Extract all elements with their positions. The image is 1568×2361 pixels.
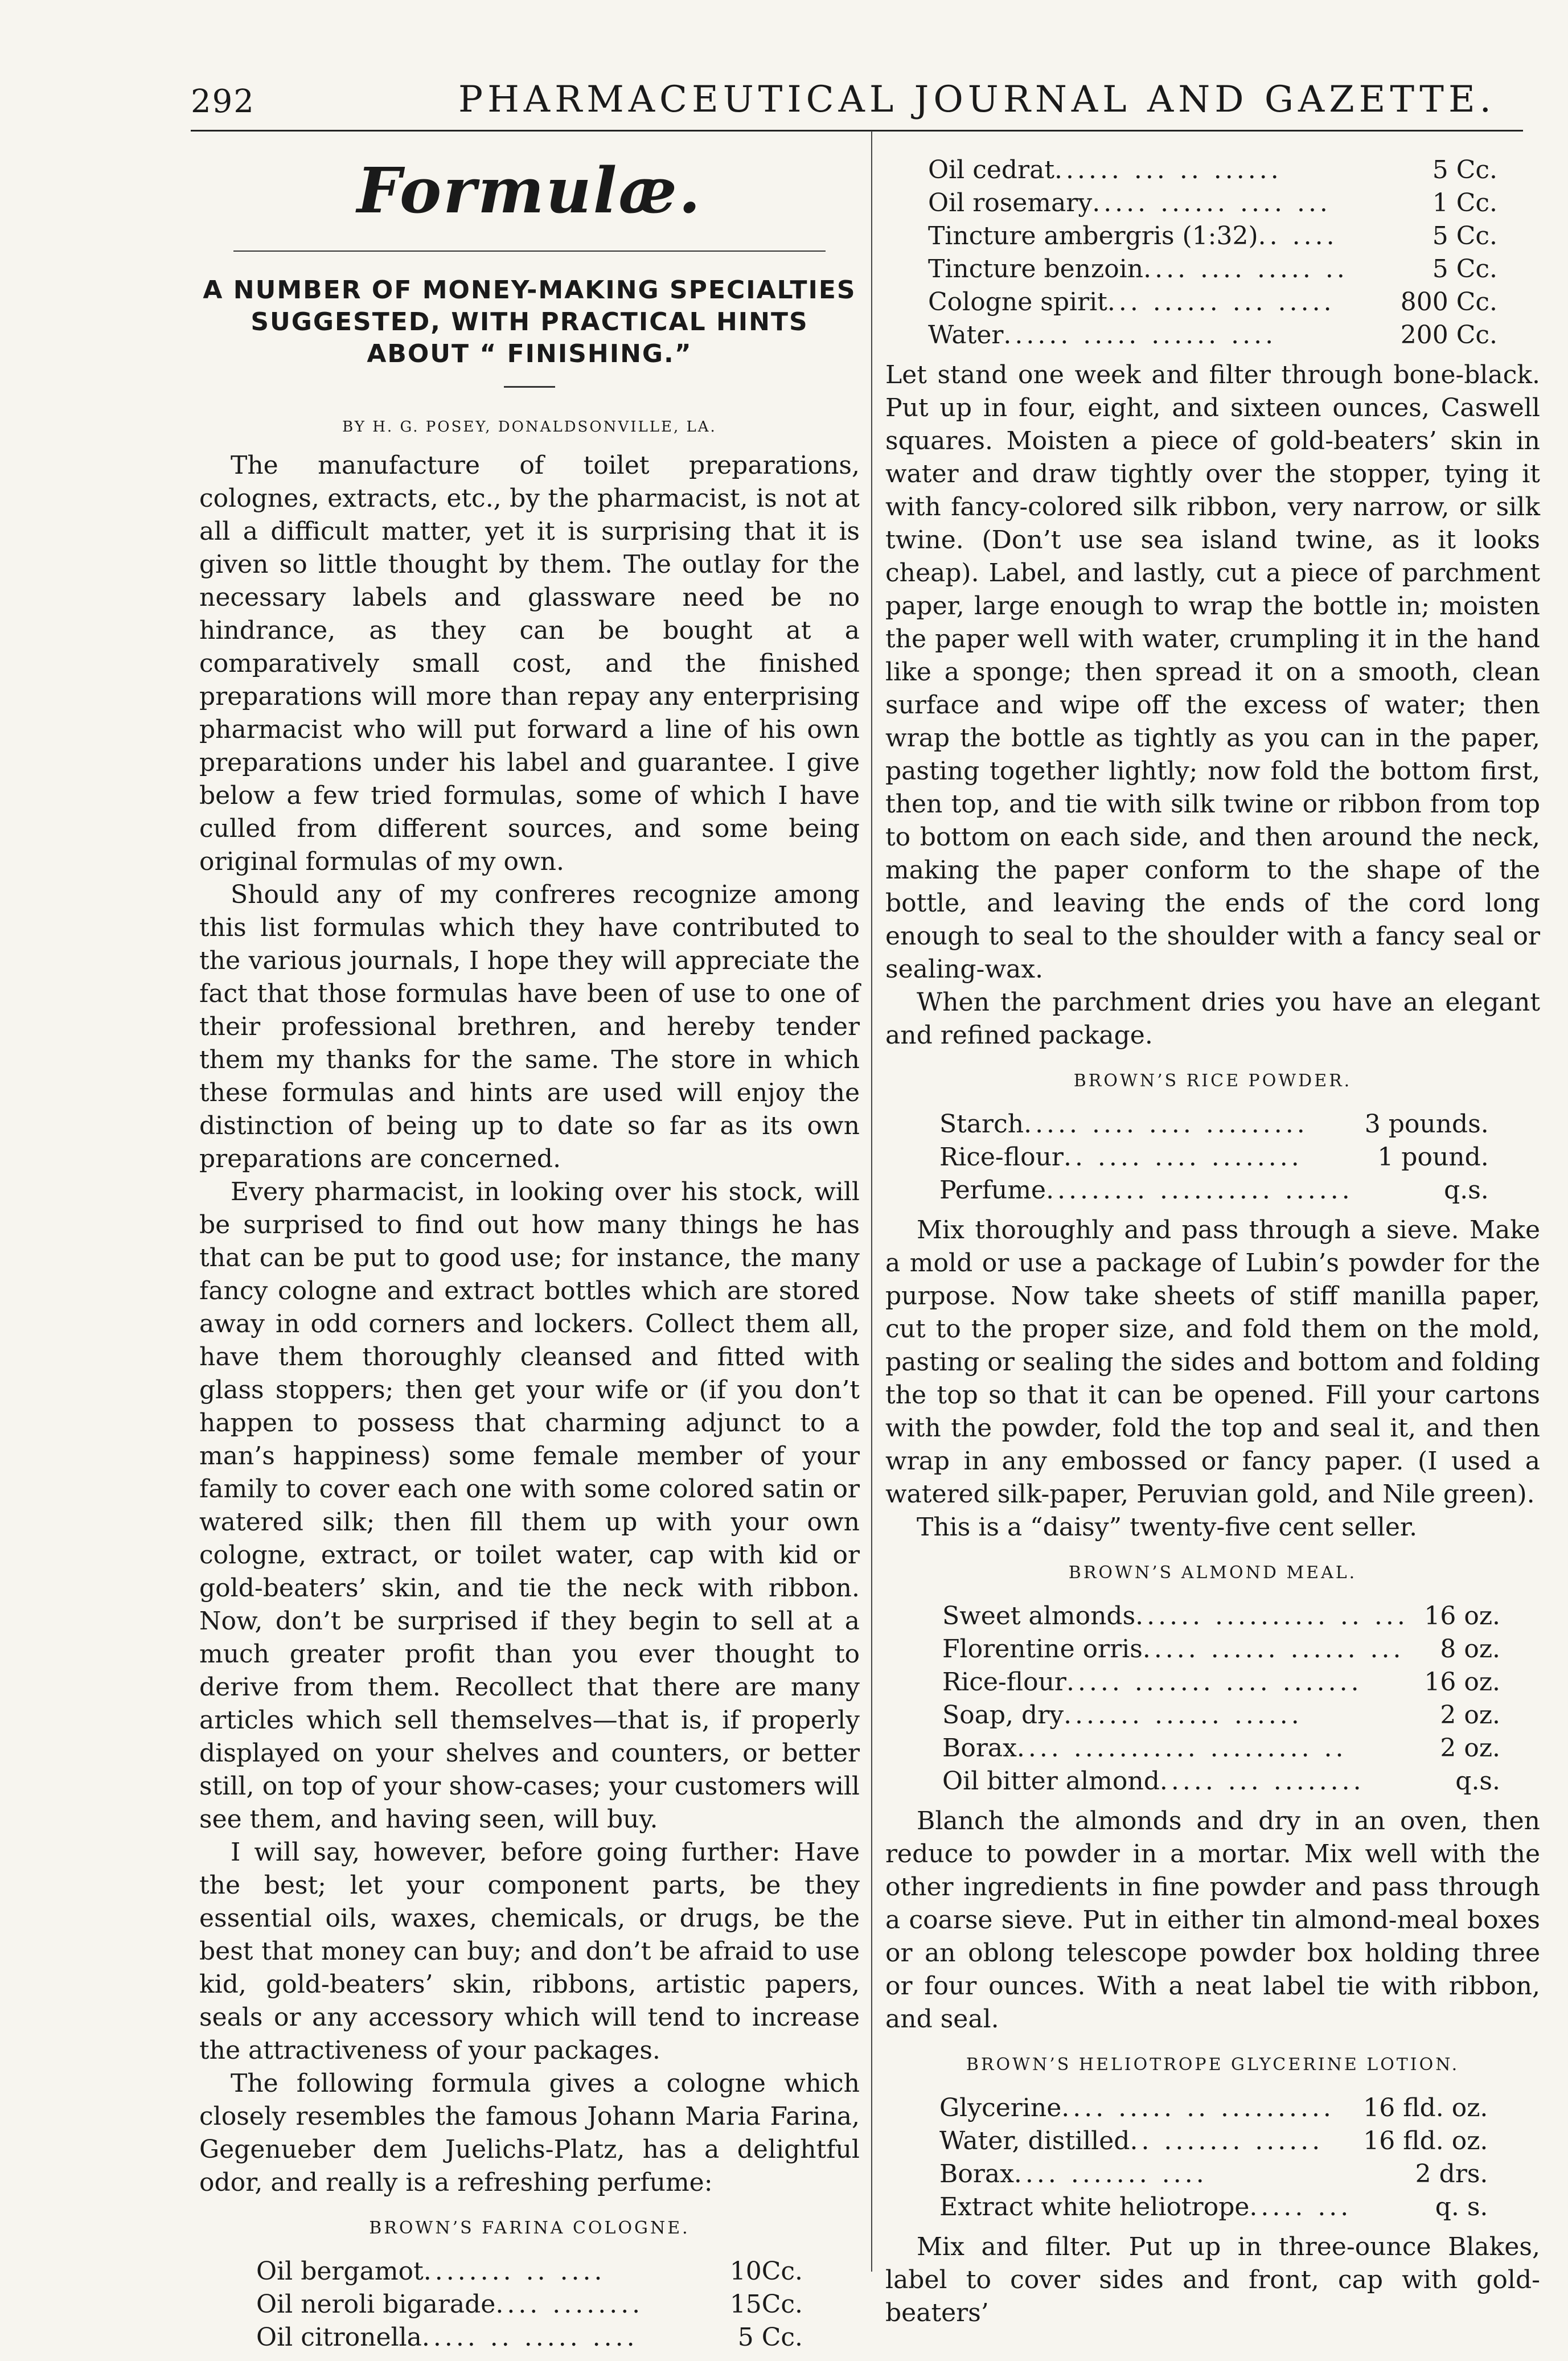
- ingredient-qty: 800 Cc.: [1400, 288, 1497, 317]
- ingredient-name: Rice-flour: [939, 1143, 1064, 1172]
- ingredient-qty: q.s.: [1444, 1176, 1489, 1205]
- paragraph: The manufacture of toilet preparations, colognes, extracts, etc., by the pharmacist, is not at all a difficult matter, yet it is surprising that it is given so little thought by them. The outlay for the necessary labels and glassware need be no hindrance, as they can be bought at a comparatively small cost, and the finished preparations will more than repay any enterprising pharmacist who will put forward a line of his own preparations under his label and guarantee. I give below a few tried formulas, some of which I have culled from different sources, and some being original formulas of my own.: [199, 451, 860, 876]
- recipe-row: Water, distilled.. ....... ...... 16 fld. oz.: [939, 2125, 1488, 2158]
- recipe-table-farina-left: [256, 2255, 803, 2354]
- recipe-row: Oil neroli bigarade.... ........ 15Cc.: [256, 2288, 803, 2321]
- recipe-row: Oil cedrat...... ... .. ...... 5 Cc.: [928, 154, 1497, 187]
- ingredient-name: Water, distilled: [939, 2126, 1130, 2155]
- ingredient-qty: 8 oz.: [1440, 1635, 1500, 1664]
- ingredient-qty: 200 Cc.: [1400, 321, 1497, 350]
- recipe-row: Soap, dry....... ...... ...... 2 oz.: [942, 1699, 1500, 1732]
- paragraph: Mix thoroughly and pass through a sieve. Make a mold or use a package of Lubin’s powder for the purpose. Now take sheets of stiff manilla paper, cut to the proper size, and fold them on the mold, pasting or sealing the sides and bottom and folding the top so that it can be opened. Fill your cartons with the powder, fold the top and seal it, and then wrap in any embossed or fancy paper. (I used a watered silk-paper, Peruvian gold, and Nile green).: [885, 1216, 1540, 1509]
- paragraph: This is a “daisy” twenty-five cent seller.: [917, 1513, 1418, 1542]
- right-column: [885, 154, 1540, 2330]
- recipe-table-heliotrope: [939, 2092, 1488, 2224]
- paragraph: Every pharmacist, in looking over his stock, will be surprised to find out how many things he has that can be put to good use; for instance, the many fancy cologne and extract bottles which are stored away in odd corners and lockers. Collect them all, have them thoroughly cleansed and fitted with glass stoppers; then get your wife or (if you don’t happen to possess that charming adjunct to a man’s happiness) some female member of your family to cover each one with some colored satin or watered silk; then fill them up with your own cologne, extract, or toilet water, cap with kid or gold-beaters’ skin, and tie the neck with ribbon. Now, don’t be surprised if they begin to sell at a much greater profit than you ever thought to derive from them. Recollect that there are many articles which sell themselves—that is, if properly displayed on your shelves and counters, or better still, on top of your show-cases; your customers will see them, and having seen, will buy.: [199, 1177, 860, 1834]
- ingredient-qty: 16 fld. oz.: [1363, 2126, 1488, 2155]
- ingredient-qty: 16 oz.: [1424, 1668, 1500, 1697]
- recipe-row: Oil bergamot........ .. .... 10Cc.: [256, 2255, 803, 2288]
- recipe-table-rice-powder: [939, 1108, 1489, 1207]
- ingredient-qty: 5 Cc.: [1432, 221, 1497, 251]
- paragraph: When the parchment dries you have an elegant and refined package.: [885, 988, 1540, 1050]
- recipe-row: Water...... ..... ...... .... 200 Cc.: [928, 319, 1497, 352]
- recipe-row: Oil citronella..... .. ..... .... 5 Cc.: [256, 2321, 803, 2354]
- title-rule: [504, 386, 555, 388]
- paragraph: Blanch the almonds and dry in an oven, then reduce to powder in a mortar. Mix well with the other ingredients in fine powder and pass through a coarse sieve. Put in either tin almond-meal boxes or an oblong telescope powder box holding three or four ounces. With a neat label tie with ribbon, and seal.: [885, 1806, 1540, 2034]
- section-rule: [233, 251, 826, 252]
- ingredient-name: Soap, dry: [942, 1701, 1064, 1730]
- ingredient-qty: q. s.: [1435, 2192, 1488, 2222]
- left-column: [199, 154, 860, 2361]
- recipe-table-almond-meal: [942, 1600, 1500, 1798]
- recipe-row: Oil bitter almond..... ... ........ q.s.: [942, 1765, 1500, 1798]
- page-number: 292: [191, 83, 255, 120]
- journal-title: PHARMACEUTICAL JOURNAL AND GAZETTE.: [458, 79, 1496, 121]
- paragraph: I will say, however, before going further: Have the best; let your component parts, be they essential oils, waxes, chemicals, or drugs, be the best that money can buy; and don’t be afraid to use kid, gold-beaters’ skin, ribbons, artistic papers, seals or any accessory which will tend to increase the attractiveness of your packages.: [199, 1838, 860, 2065]
- recipe-row: Perfume......... .......... ...... q.s.: [939, 1174, 1489, 1207]
- ingredient-qty: 16 fld. oz.: [1363, 2093, 1488, 2122]
- paragraph: Mix and filter. Put up in three-ounce Blakes, label to cover sides and front, cap with gold-beaters’: [885, 2232, 1540, 2327]
- ingredient-name: Sweet almonds: [942, 1602, 1136, 1631]
- recipe-row: Oil rosemary..... ...... .... ... 1 Cc.: [928, 187, 1497, 220]
- ingredient-name: Florentine orris: [942, 1635, 1143, 1664]
- paragraph: The following formula gives a cologne which closely resembles the famous Johann Maria Farina, Gegenueber dem Juelichs-Platz, has a delightful odor, and really is a refreshing perfume:: [199, 2069, 860, 2197]
- recipe-row: Rice-flour..... ....... .... ....... 16 oz.: [942, 1666, 1500, 1699]
- ingredient-qty: 2 oz.: [1440, 1701, 1500, 1730]
- page-header: [191, 79, 1557, 130]
- ingredient-qty: 5 Cc.: [1432, 254, 1497, 284]
- ingredient-name: Glycerine: [939, 2093, 1062, 2122]
- header-rule: [191, 130, 1523, 132]
- recipe-title-almond-meal: BROWN’S ALMOND MEAL.: [1068, 1563, 1357, 1583]
- paragraph: Let stand one week and filter through bone-black. Put up in four, eight, and sixteen ounces, Caswell squares. Moisten a piece of gold-beaters’ skin in water and draw tightly over the stopper, tying it with fancy-colored silk ribbon, very narrow, or silk twine. (Don’t use sea island twine, as it looks cheap). Label, and lastly, cut a piece of parchment paper, large enough to wrap the bottle in; moisten the paper well with water, crumpling it in the hand like a sponge; then spread it on a smooth, clean surface and wipe off the excess of water; then wrap the bottle as tightly as you can in the paper, pasting together lightly; now fold the bottom first, then top, and tie with silk twine or ribbon from top to bottom on each side, and then around the neck, making the paper conform to the shape of the bottle, and leaving the ends of the cord long enough to seal to the shoulder with a fancy seal or sealing-wax.: [885, 360, 1540, 984]
- recipe-row: Rice-flour.. .... .... ........ 1 pound.: [939, 1141, 1489, 1174]
- column-divider: [871, 131, 872, 2272]
- recipe-row: Cologne spirit... ...... ... ..... 800 Cc.: [928, 286, 1497, 319]
- ingredient-name: Oil bitter almond: [942, 1767, 1160, 1796]
- recipe-title-heliotrope: BROWN’S HELIOTROPE GLYCERINE LOTION.: [966, 2055, 1460, 2075]
- recipe-row: Starch..... .... .... ......... 3 pounds.: [939, 1108, 1489, 1141]
- ingredient-qty: q.s.: [1455, 1767, 1500, 1796]
- ingredient-qty: 5 Cc.: [737, 2323, 803, 2352]
- ingredient-name: Oil cedrat: [928, 155, 1054, 184]
- article-title: A NUMBER OF MONEY-MAKING SPECIALTIES SUGGESTED, WITH PRACTICAL HINTS ABOUT “ FINISHING.”: [203, 276, 856, 368]
- ingredient-qty: 5 Cc.: [1432, 155, 1497, 184]
- ingredient-qty: 2 oz.: [1440, 1734, 1500, 1763]
- recipe-row: Borax.... ....... .... 2 drs.: [939, 2158, 1488, 2191]
- recipe-title-rice-powder: BROWN’S RICE POWDER.: [1073, 1071, 1352, 1091]
- ingredient-name: Extract white heliotrope: [939, 2192, 1250, 2222]
- ingredient-name: Borax: [942, 1734, 1017, 1763]
- paragraph: Should any of my confreres recognize among this list formulas which they have contributed to the various journals, I hope they will appreciate the fact that those formulas have been of use to one of their professional brethren, and hereby tender them my thanks for the same. The store in which these formulas and hints are used will enjoy the distinction of being up to date so far as its own preparations are concerned.: [199, 880, 860, 1173]
- ingredient-qty: 10Cc.: [729, 2257, 803, 2286]
- ingredient-name: Perfume: [939, 1176, 1046, 1205]
- ingredient-qty: 1 pound.: [1377, 1143, 1489, 1172]
- recipe-row: Tincture benzoin.... .... ..... .. 5 Cc.: [928, 253, 1497, 286]
- recipe-table-farina-right: [928, 154, 1497, 352]
- ingredient-qty: 15Cc.: [729, 2290, 803, 2319]
- recipe-title-farina: BROWN’S FARINA COLOGNE.: [369, 2218, 690, 2238]
- ingredient-name: Oil neroli bigarade: [256, 2290, 496, 2319]
- ingredient-name: Cologne spirit: [928, 288, 1107, 317]
- ingredient-qty: 16 oz.: [1424, 1602, 1500, 1631]
- ingredient-name: Tincture ambergris (1:32): [928, 221, 1258, 251]
- ingredient-name: Borax: [939, 2159, 1014, 2188]
- ingredient-name: Tincture benzoin: [928, 254, 1144, 284]
- section-title: Formulæ.: [356, 154, 703, 227]
- ingredient-name: Oil rosemary: [928, 188, 1093, 217]
- ingredient-qty: 3 pounds.: [1364, 1110, 1489, 1139]
- ingredient-name: Rice-flour: [942, 1668, 1066, 1697]
- recipe-row: Glycerine.... ..... .. .......... 16 fld. oz.: [939, 2092, 1488, 2125]
- byline: BY H. G. POSEY, DONALDSONVILLE, LA.: [342, 418, 717, 436]
- recipe-row: Borax.... ........... ......... .. 2 oz.: [942, 1732, 1500, 1765]
- ingredient-qty: 1 Cc.: [1432, 188, 1497, 217]
- recipe-row: Sweet almonds...... .......... .. ... 16 oz.: [942, 1600, 1500, 1633]
- recipe-row: Florentine orris..... ...... ...... ... 8 oz.: [942, 1633, 1500, 1666]
- recipe-row: Extract white heliotrope..... ... q. s.: [939, 2191, 1488, 2224]
- ingredient-name: Water: [928, 321, 1004, 350]
- ingredient-name: Starch: [939, 1110, 1024, 1139]
- recipe-row: Tincture ambergris (1:32).. .... 5 Cc.: [928, 220, 1497, 253]
- ingredient-name: Oil bergamot: [256, 2257, 424, 2286]
- ingredient-qty: 2 drs.: [1415, 2159, 1488, 2188]
- ingredient-name: Oil citronella: [256, 2323, 422, 2352]
